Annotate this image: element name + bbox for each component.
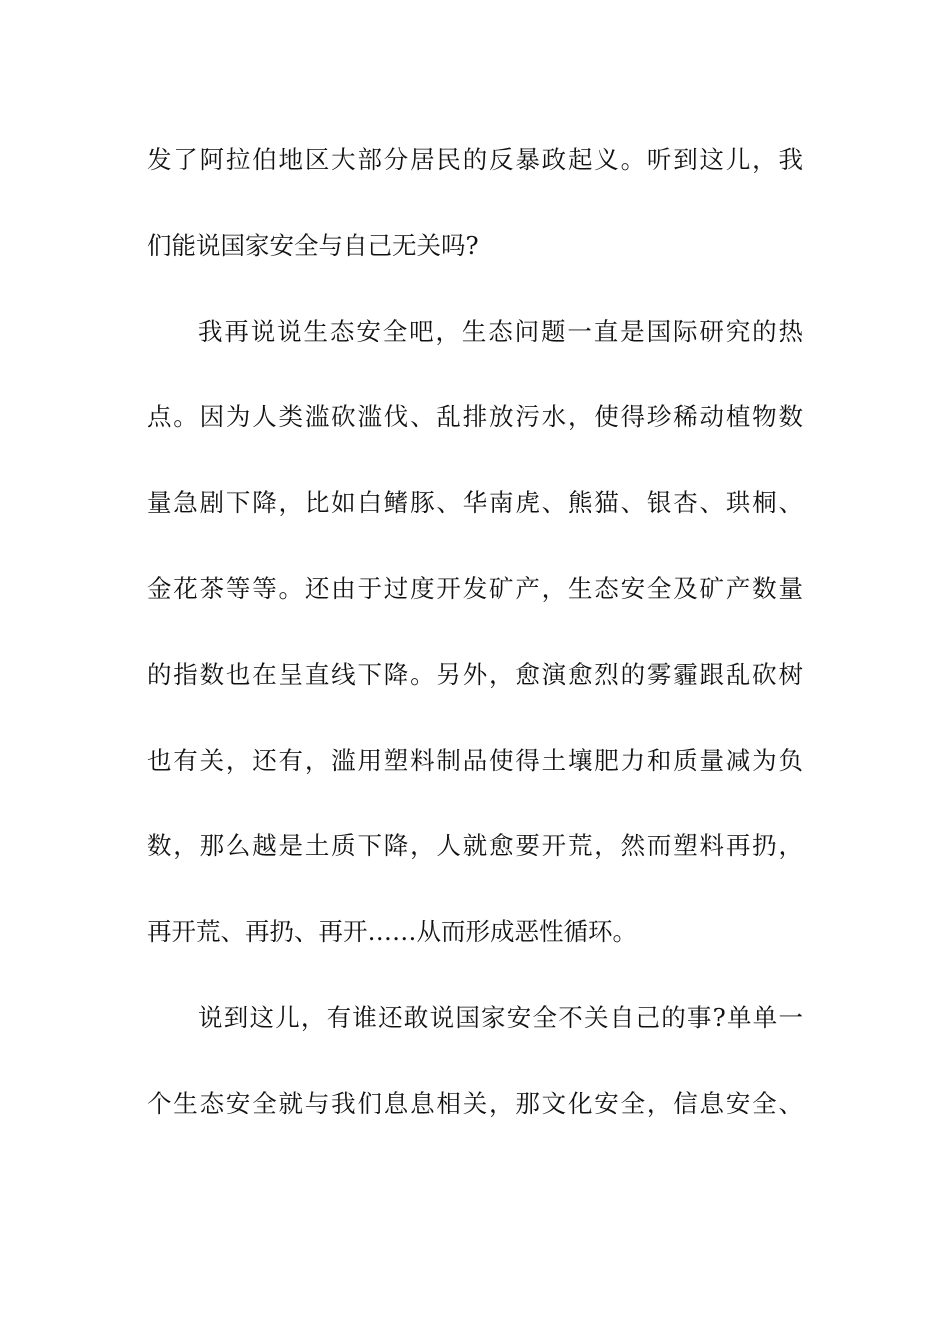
paragraph-first-line: 我再说说生态安全吧，生态问题一直是国际研究的热 xyxy=(198,317,803,346)
text-line: 金花茶等等。还由于过度开发矿产，生态安全及矿产数量 xyxy=(147,574,803,603)
paragraph-first-line: 说到这儿，有谁还敢说国家安全不关自己的事?单单一 xyxy=(198,1003,803,1032)
text-line: 再开荒、再扔、再开……从而形成恶性循环。 xyxy=(147,917,637,946)
text-line: 们能说国家安全与自己无关吗? xyxy=(147,231,479,260)
text-line: 的指数也在呈直线下降。另外，愈演愈烈的雾霾跟乱砍树 xyxy=(147,660,803,689)
text-line: 点。因为人类滥砍滥伐、乱排放污水，使得珍稀动植物数 xyxy=(147,402,803,431)
text-line: 发了阿拉伯地区大部分居民的反暴政起义。听到这儿，我 xyxy=(147,145,803,174)
text-line: 个生态安全就与我们息息相关，那文化安全，信息安全、 xyxy=(147,1089,803,1118)
text-line: 也有关，还有，滥用塑料制品使得土壤肥力和质量减为负 xyxy=(147,746,803,775)
text-line: 量急剧下降，比如白鳍豚、华南虎、熊猫、银杏、珙桐、 xyxy=(147,488,803,517)
text-line: 数，那么越是土质下降，人就愈要开荒，然而塑料再扔， xyxy=(147,831,803,860)
